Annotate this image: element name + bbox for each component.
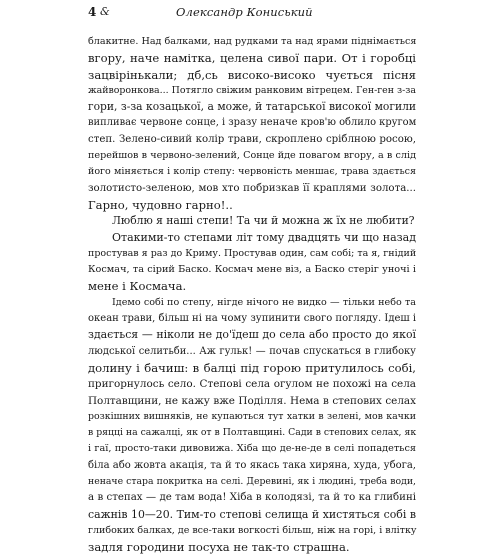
text-line: Гарно, чудовно гарно!.. <box>88 197 233 212</box>
text-line: і гаї, просто-таки дивовижа. Хіба що де-не-де в селі попадеться <box>88 443 416 455</box>
page-number: 4 <box>88 5 97 19</box>
text-line: пригорнулось село. Степові села огулом не похожі на села <box>88 378 416 391</box>
text-line: Ідемо собі по степу, нігде нічого не видко — тільки небо та <box>112 296 416 308</box>
text-line: перейшов в червоно-зелений, Сонце йде повагом вгору, а в слід <box>88 150 416 162</box>
page-header <box>88 4 418 20</box>
text-line: золотисто-зеленою, мов хто побризкав її краплями золота... <box>88 182 416 194</box>
body-text <box>88 34 416 556</box>
text-line: розкішних вишняків, не купаються тут хатки в зелені, мов качки <box>88 410 416 422</box>
text-line: жайворонкова... Потягло свіжим ранковим вітрецем. Ген-ген з-за <box>88 84 416 96</box>
text-line: степ. Зелено-сивий колір трави, скроплено сріблною росою, <box>88 133 416 145</box>
text-line: задля городини посуха не так-то страшна. <box>88 540 350 555</box>
text-line: Люблю я наші степи! Та чи й можна ж їх не любити? <box>112 214 415 228</box>
text-line: випливає червоне сонце, і зразу неначе кров'ю облило кругом <box>88 117 417 129</box>
text-line: зацвірінькали; дб,сь високо-високо чується пісня <box>88 67 416 82</box>
text-line: Отакими-то степами літ тому двадцять чи що назад <box>112 230 416 244</box>
text-line: здається — ніколи не до'їдеш до села або просто до якої <box>88 328 416 342</box>
text-line: вгору, наче намітка, целена сивої пари. От і горобці <box>88 51 416 66</box>
text-line: в ряцці на сажалці, як от в Полтавщині. Сади в степових селах, як <box>88 427 417 439</box>
text-line: мене і Космача. <box>88 279 187 294</box>
text-line: неначе стара покритка на селі. Деревині, як і людині, треба води, <box>88 476 416 488</box>
text-line: долину і бачиш: в балці під горою притулилось собі, <box>88 360 416 375</box>
text-line: гори, з-за козацької, а може, й татарської високої могили <box>88 100 416 114</box>
text-line: людської селитьби... Аж гульк! — почав спускаться в глибоку <box>88 345 416 357</box>
text-line: біла або жовта акація, та й то якась така хиряна, худа, убога, <box>88 459 416 471</box>
text-line: Полтавщини, не кажу вже Поділля. Нема в степових селах <box>88 394 416 407</box>
ornament-icon: & <box>100 5 110 18</box>
text-line: блакитне. Над балками, над рудками та над ярами піднімається <box>88 36 417 47</box>
text-line: сажнів 10—20. Тим-то степові селища й хистяться собі в <box>88 507 416 521</box>
text-line: Космач, та сірий Баско. Космач мене віз, а Баско стеріг уночі і <box>88 264 416 276</box>
running-title: Олександр Кониський <box>176 5 313 19</box>
text-line: простував я раз до Криму. Простував один, сам собі; та я, гнідий <box>88 247 417 259</box>
text-line: глибоких балках, де все-таки вогкості більш, ніж на горі, і влітку <box>88 524 417 536</box>
text-line: його міняється і колір степу: червоність меншає, трава здається <box>88 166 416 178</box>
text-line: океан трави, більш ні на чому зупинити свого погляду. Ідеш і <box>88 313 417 325</box>
text-line: а в степах — де там вода! Хіба в колодязі, та й то ка глибині <box>88 492 416 504</box>
